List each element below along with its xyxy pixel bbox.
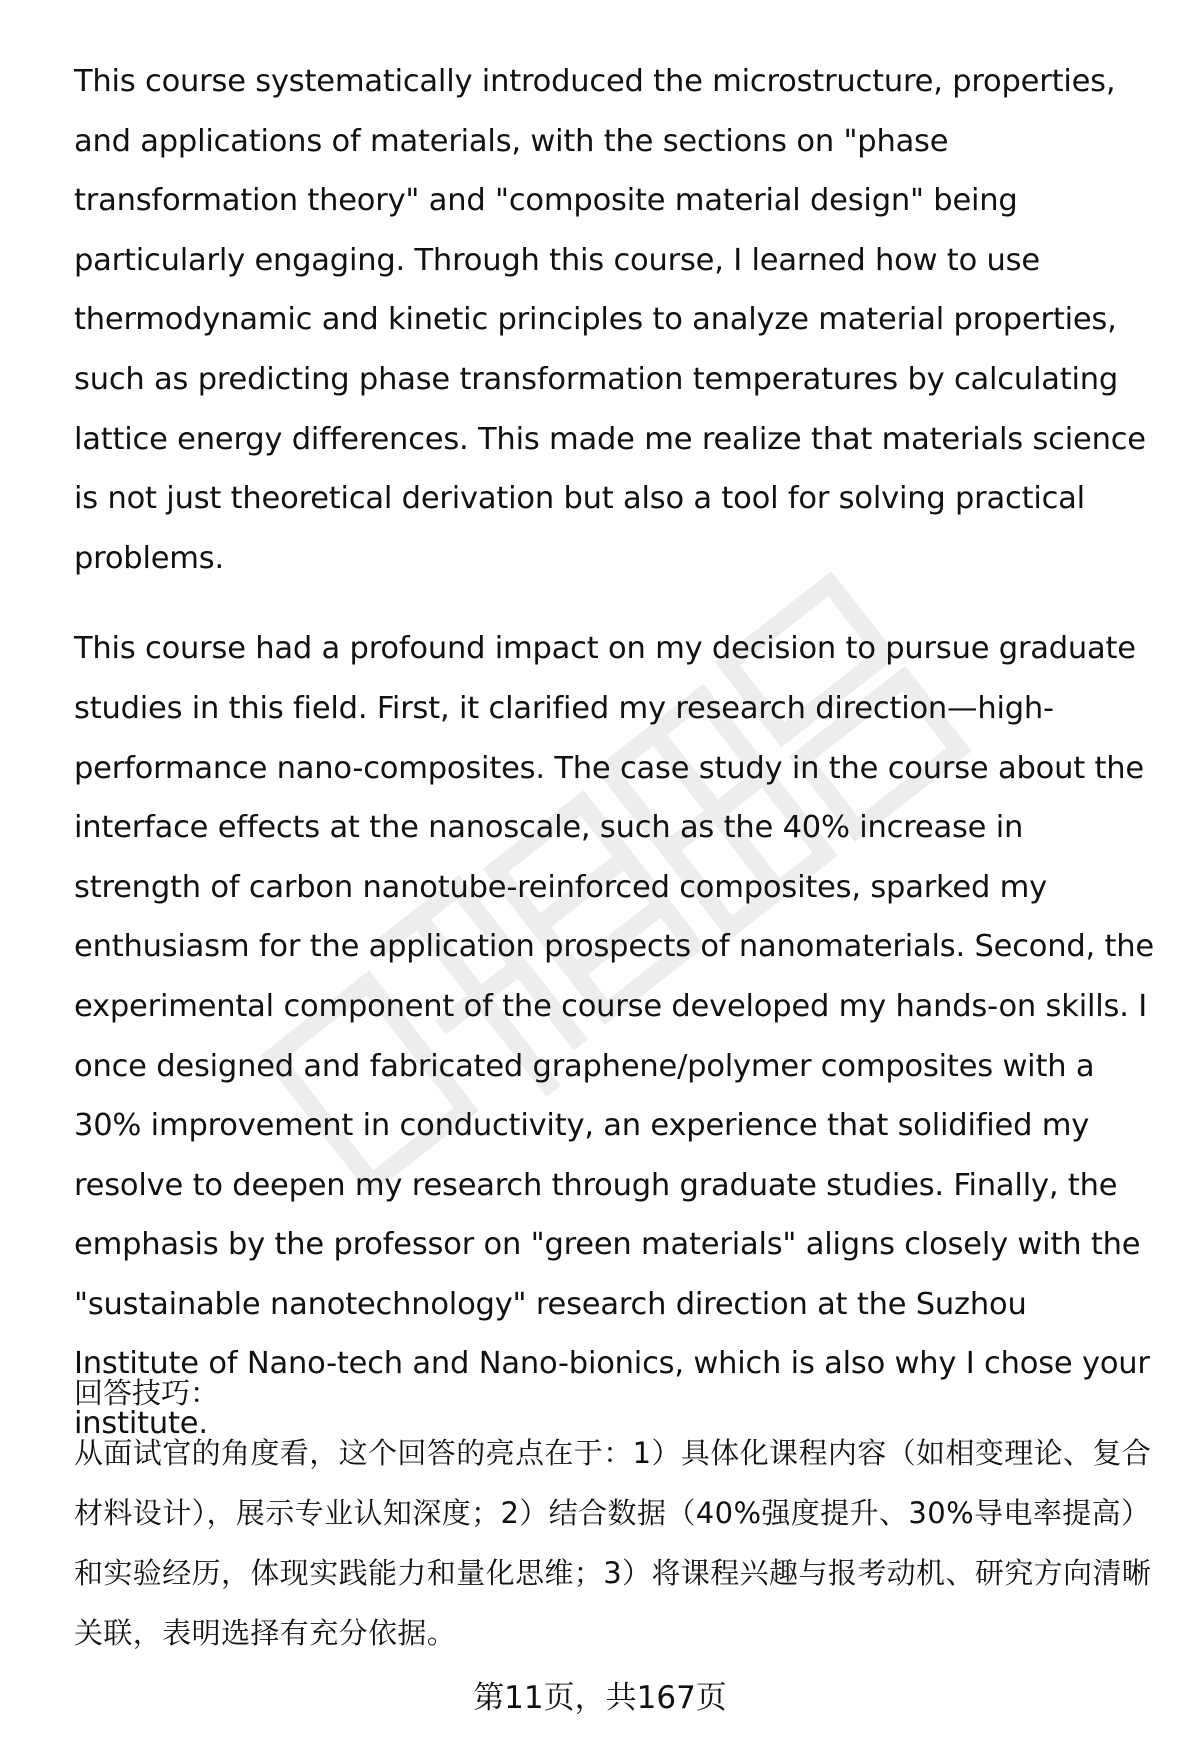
answer-tips-section bbox=[74, 1363, 1154, 1663]
tips-heading: 回答技巧： bbox=[74, 1376, 220, 1410]
page-number-footer: 第11页，共167页 bbox=[473, 1680, 727, 1716]
article-body bbox=[74, 52, 1154, 1454]
tips-text: 从面试官的角度看，这个回答的亮点在于：1）具体化课程内容（如相变理论、复合材料设计），展示专业认知深度；2）结合数据（40%强度提升、30%导电率提高）和实验经历，体现实践能力和量化思维；3）将课程兴趣与报考动机、研究方向清晰关联，表明选择有充分依据。 bbox=[74, 1436, 1152, 1650]
paragraph-course-intro: This course systematically introduced the microstructure, properties, and applications of materials, with the sections on "phase transformation theory" and "composite material design" being particularly engaging. Through this course, I learned how to use thermodynamic and kinetic principles to analyze material properties, such as predicting phase transformation temperatures by calculating lattice energy differences. This made me realize that materials science is not just theoretical derivation but also a tool for solving practical problems. bbox=[74, 64, 1146, 576]
paragraph-course-impact: This course had a profound impact on my decision to pursue graduate studies in this field. First, it clarified my research direction—high-performance nano-composites. The case study in the course about the interface effects at the nanoscale, such as the 40% increase in strength of carbon nanotube-reinforced composites, sparked my enthusiasm for the application prospects of nanomaterials. Second, the experimental component of the course developed my hands-on skills. I once designed and fabricated graphene/polymer composites with a 30% improvement in conductivity, an experience that solidified my resolve to deepen my research through graduate studies. Finally, the emphasis by the professor on "green materials" aligns closely with the "sustainable nanotechnology" research direction at the Suzhou Institute of Nano-tech and Nano-bionics, which is also why I chose your institute. bbox=[74, 631, 1154, 1442]
